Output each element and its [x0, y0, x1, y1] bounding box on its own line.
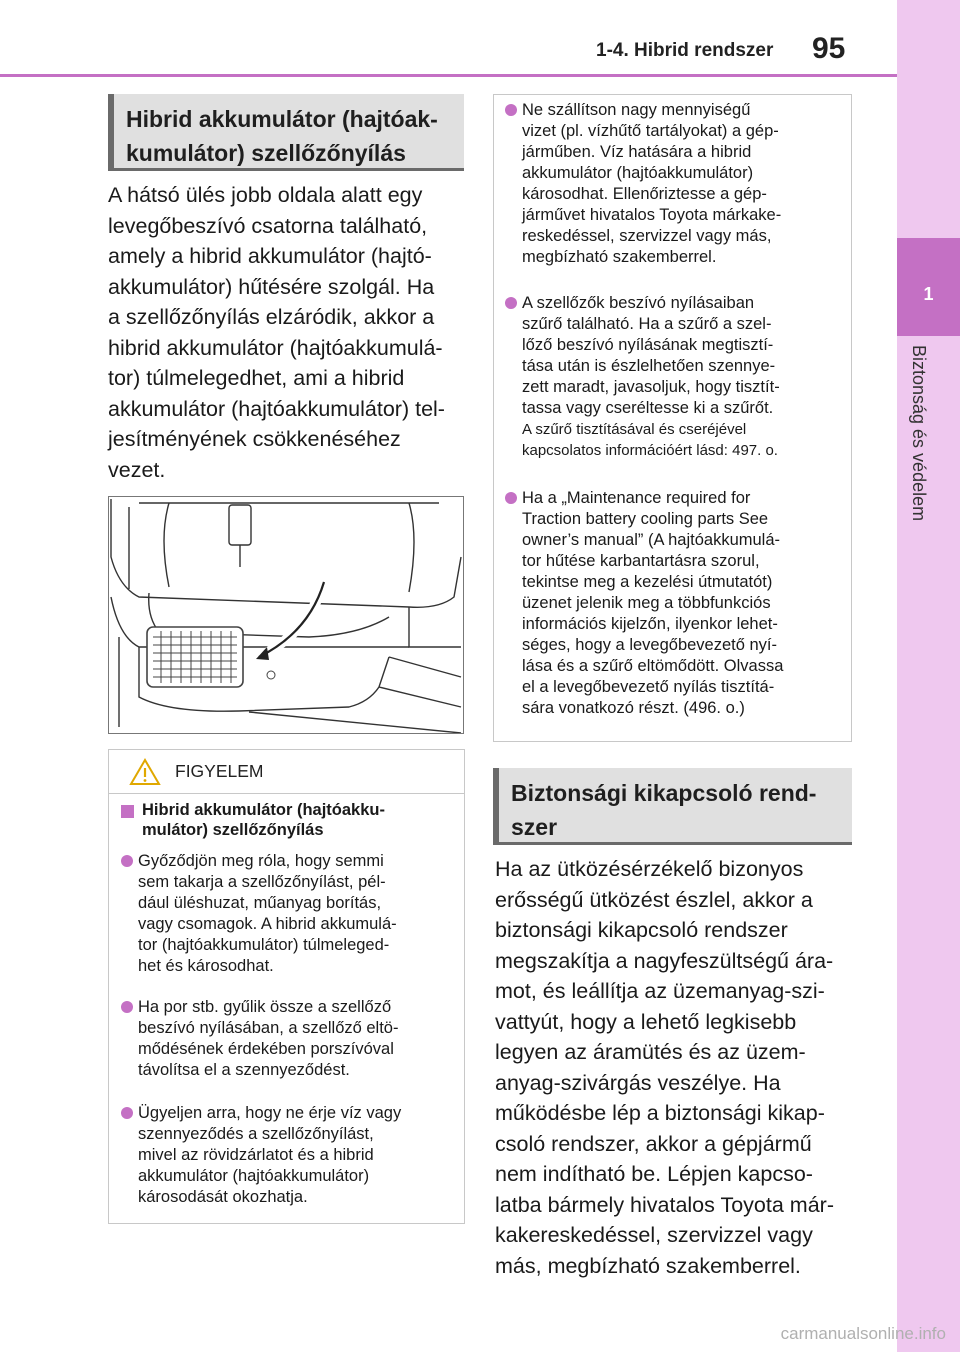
caution-header [109, 750, 464, 794]
caution-bullet-text: Ügyeljen arra, hogy ne érje víz vagy szennyeződés a szellőzőnyílást, mivel az rövidzárlatot és a hibrid akkumulátor (hajtóakkumulátor) károsodását okozhatja. [138, 1104, 402, 1206]
caution-box [108, 749, 465, 1224]
heading-line: szer [511, 814, 558, 840]
notice-bullet [505, 100, 845, 268]
filter-note: A szűrő tisztításával és cseréjével kapcsolatos információért lásd: 497. o. [522, 421, 778, 459]
chapter-number: 1 [923, 284, 934, 304]
shutoff-section-heading [493, 768, 852, 845]
bullet-dot-icon [121, 855, 133, 867]
notice-bullet-text: A szellőzők beszívó nyílásaiban szűrő található. Ha a szűrő a szel- lőző beszívó nyílásának megtisztí- tása után is észlelhetően szennye- zett maradt, javasoljuk, hogy tisztít- tassa vagy cseréltesse ki a szűrőt. [522, 294, 780, 417]
notice-bullet-text: Ne szállítson nagy mennyiségű vizet (pl. vízhűtő tartályokat) a gép- járműben. Víz hatására a hibrid akkumulátor (hajtóakkumulátor) károsodhat. Ellenőriztesse a gép- járművet hivatalos Toyota márkake- reskedéssel, szervizzel vagy más, megbízható szakemberrel. [522, 101, 782, 266]
caution-bullet-text: Ha por stb. gyűlik össze a szellőző beszívó nyílásában, a szellőző eltö- mődésének érdekében porszívóval távolítsa el a szennyeződést. [138, 998, 399, 1079]
chapter-title: Biztonság és védelem [909, 345, 929, 522]
caution-bullet [121, 997, 461, 1081]
bullet-dot-icon [505, 104, 517, 116]
caution-title: FIGYELEM [175, 761, 264, 781]
caution-subheading-text: Hibrid akkumulátor (hajtóakku- mulátor) szellőzőnyílás [142, 801, 385, 839]
bullet-dot-icon [121, 1001, 133, 1013]
heading-line: Biztonsági kikapcsoló rend- [511, 780, 817, 806]
heading-line: kumulátor) szellőzőnyílás [126, 140, 406, 166]
header-divider [0, 74, 897, 77]
caution-bullet-text: Győződjön meg róla, hogy semmi sem takarja a szellőzőnyílást, pél- dául üléshuzat, műanyag borítás, vagy csomagok. A hibrid akkumulá- tor (hajtóakkumulátor) túlmeleged- het és károsodhat. [138, 852, 397, 975]
vent-intro-paragraph: A hátsó ülés jobb oldala alatt egy levegőbeszívó csatorna található, amely a hibrid akkumulátor (hajtó- akkumulátor) hűtésére szolgál. Ha a szellőzőnyílás elzáródik, akkor a hibrid akkumulátor (hajtóakkumulá- tor) túlmelegedhet, ami a hibrid akkumulátor (hajtóakkumulátor) tel- jesítményének csökkenéséhez vezet. [108, 183, 445, 482]
rear-seat-vent-figure [108, 496, 464, 734]
notice-box [493, 94, 852, 742]
chapter-tab [897, 238, 960, 336]
bullet-dot-icon [505, 492, 517, 504]
caution-subheading [121, 801, 456, 840]
caution-bullet [121, 1103, 461, 1208]
square-bullet-icon [121, 805, 134, 818]
watermark: carmanualsonline.info [780, 1324, 946, 1343]
notice-bullet-text: Ha a „Maintenance required for Traction battery cooling parts See owner’s manual” (A hajtóakkumulá- tor hűtése karbantartásra szorul, tekintse meg a kezelési útmutatót) üzenet jelenik meg a többfunkciós információs kijelzőn, ilyenkor lehet- séges, hogy a levegőbevezető nyí- lása és a szűrő eltömődött. Olvassa el a levegőbevezető nyílás tisztítá- sára vonatkozó részt. (496. o.) [522, 489, 784, 717]
bullet-dot-icon [121, 1107, 133, 1119]
heading-line: Hibrid akkumulátor (hajtóak- [126, 106, 438, 132]
page-number: 95 [812, 32, 846, 65]
rear-seat-vent-illustration [109, 497, 463, 733]
vent-section-heading [108, 94, 464, 171]
notice-bullet [505, 293, 845, 461]
caution-bullet [121, 851, 461, 977]
notice-bullet [505, 488, 845, 719]
shutoff-paragraph: Ha az ütközésérzékelő bizonyos erősségű ütközést észlel, akkor a biztonsági kikapcsoló rendszer megszakítja a nagyfeszültségű ára- mot, és leállítja az üzemanyag-szi- vattyút, hogy a lehető legkisebb legyen az áramütés és az üzem- anyag-szivárgás veszélye. Ha működésbe lép a biztonsági kikap- csoló rendszer, akkor a gépjármű nem indítható be. Lépjen kapcso- latba bármely hivatalos Toyota már- kakereskedéssel, szervizzel vagy más, megbízható szakemberrel. [495, 857, 834, 1278]
section-label: 1-4. Hibrid rendszer [596, 40, 774, 61]
bullet-dot-icon [505, 297, 517, 309]
warning-triangle-icon [129, 758, 161, 786]
chapter-sidebar [897, 0, 960, 1352]
